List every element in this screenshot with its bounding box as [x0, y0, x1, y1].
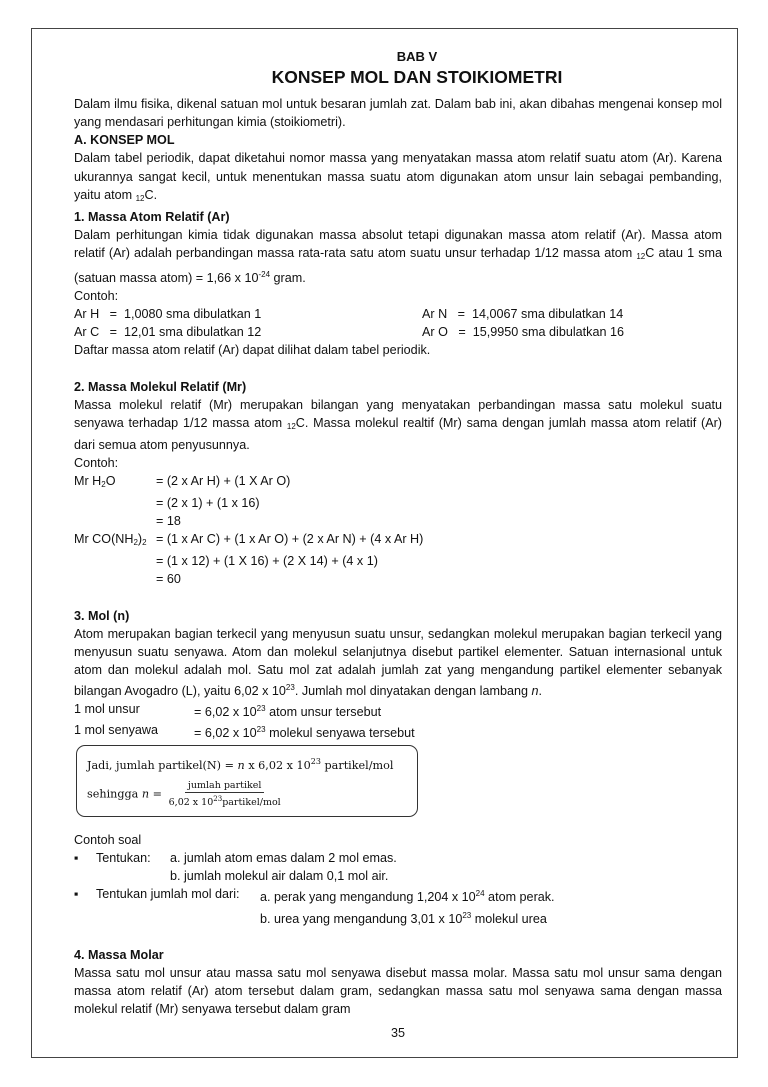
ar-example: Ar C = 12,01 sma dibulatkan 12 [74, 325, 262, 340]
calc-line: = 60 [156, 572, 181, 587]
section-1-paragraph: Dalam perhitungan kimia tidak digunakan massa absolut tetapi digunakan massa atom relatif (Ar). Massa atom relatif (Ar) adalah perbandingan massa rata-rata satu atom suatu unsur terhadap 1/12 massa atom $_{12}$C atau 1 sma (satuan massa atom) = 1,66 x $10^{-24}$ gram. [74, 227, 722, 286]
formula-line-1: Jadi, jumlah partikel(N) = n x 6,02 x $10^{23}$ partikel/mol [87, 757, 394, 773]
exercise-item [74, 849, 722, 867]
exercise-line: b. jumlah molekul air dalam 0,1 mol air. [170, 869, 389, 884]
calc-line: = 18 [156, 514, 181, 529]
calc-line: = (2 x Ar H) + (1 X Ar O) [156, 473, 291, 488]
bullet-icon: ▪ [74, 887, 79, 902]
formula-fraction: $\frac{\text{jumlah partikel}}{6,02 x 10^{23}partikel/mol}$ [168, 780, 281, 809]
exercise-label: Tentukan: [96, 851, 151, 866]
formula-box [76, 745, 418, 817]
exercise-line: a. jumlah atom emas dalam 2 mol emas. [170, 851, 397, 866]
mr-h2o-label: Mr $H_2O$ [74, 473, 116, 489]
mol-unsur-row [74, 700, 722, 721]
ar-example: Ar N = 14,0067 sma dibulatkan 14 [422, 307, 624, 322]
section-2-heading: 2. Massa Molekul Relatif (Mr) [74, 379, 247, 394]
section-1-heading: 1. Massa Atom Relatif (Ar) [74, 209, 230, 224]
mr-urea-row [74, 552, 722, 570]
intro-paragraph: Dalam ilmu fisika, dikenal satuan mol untuk besaran jumlah zat. Dalam bab ini, akan dibahas mengenai konsep mol yang mendasari perhitungan kimia (stoikiometri). [74, 97, 722, 130]
exercise-line: b. urea yang mengandung 3,01 x $10^{23}$ molekul urea [260, 910, 547, 926]
mr-urea-row [74, 570, 722, 588]
exercise-item [74, 885, 722, 906]
section-3-heading: 3. Mol (n) [74, 608, 130, 623]
mr-urea-label: Mr $CO(NH_2)_2$ [74, 532, 147, 548]
mol-senyawa-row [74, 721, 722, 742]
contoh-soal-label: Contoh soal [74, 833, 142, 848]
ar-example: Ar O = 15,9950 sma dibulatkan 16 [422, 325, 624, 340]
bullet-icon: ▪ [74, 851, 79, 866]
section-4-heading: 4. Massa Molar [74, 947, 164, 962]
page-content [74, 48, 722, 1018]
formula-line-2: sehingga n = $\frac{\text{jumlah partikel}}{6,02 x 10^{23}partikel/mol}$ [87, 780, 417, 809]
ar-example-row [74, 305, 722, 323]
mol-unsur-value: = 6,02 x $10^{23}$ atom unsur tersebut [194, 704, 382, 719]
mr-h2o-row [74, 512, 722, 530]
exercise-item [74, 867, 722, 885]
section-2-contoh: Contoh: [74, 455, 119, 470]
mol-unsur-label: 1 mol unsur [74, 702, 140, 716]
calc-line: = (1 x 12) + (1 X 16) + (2 X 14) + (4 x 1) [156, 554, 378, 569]
calc-line: = (1 x Ar C) + (1 x Ar O) + (2 x Ar N) + (4 x Ar H) [156, 532, 424, 547]
mol-senyawa-value: = 6,02 x $10^{23}$ molekul senyawa tersebut [194, 725, 415, 741]
exercise-line: a. perak yang mengandung 1,204 x $10^{24}$ atom perak. [260, 889, 555, 905]
mr-h2o-row [74, 494, 722, 512]
ar-example: Ar H = 1,0080 sma dibulatkan 1 [74, 307, 262, 322]
section-1-contoh: Contoh: [74, 289, 119, 304]
chapter-label: BAB V [396, 49, 438, 64]
page-number: 35 [390, 1026, 405, 1040]
section-a-heading: A. KONSEP MOL [74, 133, 175, 148]
section-3-paragraph: Atom merupakan bagian terkecil yang menyusun suatu unsur, sedangkan molekul merupakan bagian terkecil yang menyusun suatu senyawa. Atom dan molekul selanjutnya disebut partikel elementer. Satuan internasional untuk atom dan molekul adalah mol. Satu mol zat adalah jumlah zat yang mengandung partikel elementer sebanyak bilangan Avogadro (L), yaitu 6,02 x $10^{23}$. Jumlah mol dinyatakan dengan lambang n. [74, 626, 722, 698]
section-4-paragraph: Massa satu mol unsur atau massa satu mol senyawa disebut massa molar. Massa satu mol unsur sama dengan massa atom relatif (Ar) atom tersebut dalam gram, sedangkan massa satu mol senyawa sama dengan massa molekul relatif (Mr) senyawa tersebut dalam gram [74, 965, 722, 1016]
ar-example-row [74, 323, 722, 341]
section-a-paragraph: Dalam tabel periodik, dapat diketahui nomor massa yang menyatakan massa atom relatif suatu atom (Ar). Karena ukurannya sangat kecil, untuk menentukan massa suatu atom digunakan atom unsur lain sebagai pembanding, yaitu atom $_{12}$C. [74, 151, 722, 203]
section-1-note: Daftar massa atom relatif (Ar) dapat dilihat dalam tabel periodik. [74, 343, 431, 358]
mr-urea-row [74, 530, 722, 552]
mr-h2o-row [74, 472, 722, 494]
exercise-item [74, 907, 722, 928]
exercise-label: Tentukan jumlah mol dari: [96, 887, 240, 902]
calc-line: = (2 x 1) + (1 x 16) [156, 496, 260, 511]
section-2-paragraph: Massa molekul relatif (Mr) merupakan bilangan yang menyatakan perbandingan massa satu molekul suatu senyawa terhadap 1/12 massa atom $_{12}$C. Massa molekul realtif (Mr) sama dengan jumlah massa atom relatif (Ar) dari semua atom penyusunnya. [74, 397, 722, 452]
page-title: KONSEP MOL DAN STOIKIOMETRI [271, 67, 563, 88]
mol-senyawa-label: 1 mol senyawa [74, 723, 158, 738]
